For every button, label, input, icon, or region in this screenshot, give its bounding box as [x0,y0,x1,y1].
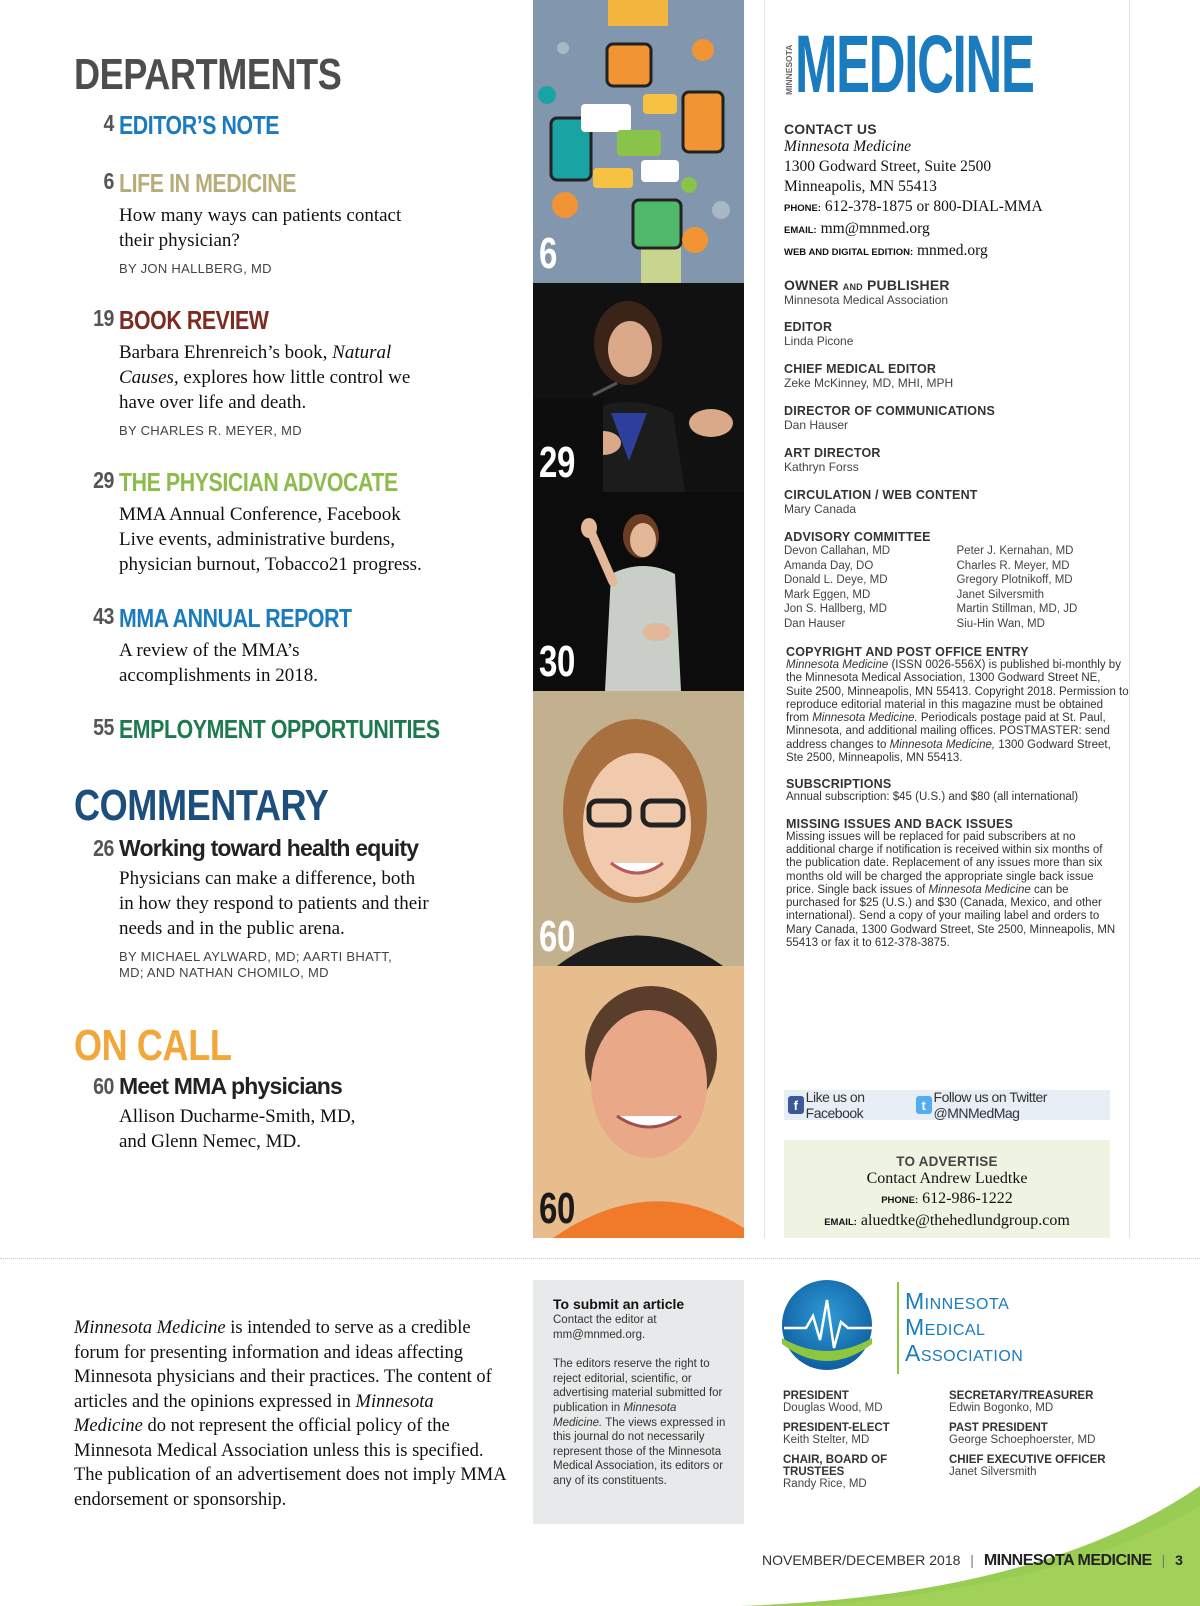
mma-wordmark: Minnesota Medical Association [905,1288,1024,1366]
toc-byline: BY MICHAEL AYLWARD, MD; AARTI BHATT, MD; AND NATHAN CHOMILO, MD [119,949,393,980]
staff-value: Mary Canada [784,502,857,516]
missing-issues-text: Missing issues will be replaced for paid subscribers at no additional charge if notification is received within six months of the publication date. Replacement of any issues more than six months old will be charged the appropriate single back issue price. Single back issues of Minnesota Medicine can be purchased for $25 (U.S.) and $30 (Canada, Mexico, and other international). Send a copy of your mailing label and orders to Mary Canada, 1300 Godward Street, Ste 2500, Minneapolis, MN 55413 or fax it to 612-378-3875. [786,830,1116,950]
copyright-block [784,645,1129,765]
submit-title: To submit an article [553,1296,685,1312]
toc-byline: BY CHARLES R. MEYER, MD [119,423,302,438]
advertise-phone: PHONE: 612-986-1222 [881,1190,1013,1207]
on-call-heading: ON CALL [74,1021,232,1070]
staff-label: CIRCULATION / WEB CONTENT [784,488,978,502]
toc-title[interactable]: EMPLOYMENT OPPORTUNITIES [119,714,440,744]
masthead [764,0,1130,1238]
staff-value: Linda Picone [784,334,854,348]
toc-entry-book-review[interactable] [74,305,514,439]
officer-president: PRESIDENT Douglas Wood, MD [783,1390,883,1414]
contact-block [784,121,1129,263]
staff-chief-medical-editor [784,362,1129,391]
advisory-committee [784,530,1129,631]
toc-page-number: 26 [93,835,114,861]
owner-value: Minnesota Medical Association [784,293,949,307]
departments-heading: DEPARTMENTS [74,50,342,99]
missing-issues-label: MISSING ISSUES AND BACK ISSUES [786,816,1014,831]
staff-label: ART DIRECTOR [784,446,881,460]
copyright-text: Minnesota Medicine (ISSN 0026-556X) is published bi-monthly by the Minnesota Medical Association, 1300 Godward Street NE, Suite 2500, Minneapolis, MN 55413. Copyright 2018. Permission to reproduce editorial material in this magazine must be obtained from Minnesota Medicine. Periodicals postage paid at St. Paul, Minnesota, and additional mailing offices. POSTMASTER: send address changes to Minnesota Medicine, 1300 Godward Street, Ste 2500, Minneapolis, MN 55413. [786,659,1129,765]
toc-entry-physician-advocate[interactable] [74,467,514,577]
mma-logo-icon [780,1278,900,1378]
toc-page-number: 4 [103,110,114,136]
owner-block [784,277,1129,308]
submit-policy: The editors reserve the right to reject editorial, scientific, or advertising material submitted for publication in Minnesota Medicine. The views expressed in this journal do not necessarily represent those of the Minnesota Medical Association, its editors or any of its constituents. [553,1358,726,1487]
toc-page-number: 6 [103,168,114,194]
toc-title[interactable]: LIFE IN MEDICINE [119,168,297,198]
minnesota-medicine-logo[interactable] [765,0,1129,110]
toc-description: A review of the MMA’s accomplishments in 2018. [119,640,318,686]
toc-page-number: 55 [93,714,114,740]
staff-editor [784,320,1129,349]
toc-description: How many ways can patients contact their physician? [119,205,402,251]
toc-title[interactable]: Working toward health equity [119,835,419,861]
missing-issues-block [784,817,1119,951]
toc-entry-editors-note[interactable] [74,110,514,141]
officer-ceo: CHIEF EXECUTIVE OFFICER Janet Silversmith [949,1454,1106,1478]
advisory-column-left: Devon Callahan, MD Amanda Day, DO Donald L. Deye, MD Mark Eggen, MD Jon S. Hallberg, MD Dan Hauser [784,545,891,630]
subscriptions-text: Annual subscription: $45 (U.S.) and $80 (all international) [786,791,1079,804]
toc-entry-employment[interactable] [74,714,514,745]
photo-page-number: 60 [539,1184,575,1233]
staff-value: Zeke McKinney, MD, MHI, MPH [784,376,954,390]
toc-description: MMA Annual Conference, Facebook Live events, administrative burdens, physician burnout, Tobacco21 progress. [119,504,422,575]
social-links [784,1090,1110,1120]
footer-separator: | [1161,1552,1166,1568]
toc-page-number: 43 [93,603,114,629]
photo-speaker-stage[interactable] [533,492,744,691]
toc-title[interactable]: BOOK REVIEW [119,305,269,335]
photo-page-number: 29 [539,438,575,487]
contact-publication: Minnesota Medicine [784,138,911,155]
toc-description: Physicians can make a difference, both in how they respond to patients and their needs and in the public arena. [119,868,429,939]
photo-page-number: 60 [539,912,575,961]
toc-entry-annual-report[interactable] [74,603,514,688]
contact-address-line1: 1300 Godward Street, Suite 2500 [784,158,992,175]
toc-title[interactable]: MMA ANNUAL REPORT [119,603,352,633]
photo-portrait-allison[interactable] [533,691,744,966]
contact-web[interactable]: WEB AND DIGITAL EDITION: mnmed.org [784,242,988,259]
toc-description: Barbara Ehrenreich’s book, Natural Causes, explores how little control we have over life and death. [119,342,411,413]
staff-value: Dan Hauser [784,418,849,432]
staff-value: Kathryn Forss [784,460,859,474]
footer-issue: NOVEMBER/DECEMBER 2018 [762,1552,961,1568]
toc-title[interactable]: THE PHYSICIAN ADVOCATE [119,467,398,497]
advertise-email[interactable]: EMAIL: aluedtke@thehedlundgroup.com [824,1212,1070,1229]
toc-title[interactable]: EDITOR’S NOTE [119,110,280,140]
submit-article-box [533,1280,744,1524]
contact-label: CONTACT US [784,121,877,137]
photo-portrait-glenn[interactable] [533,966,744,1238]
photo-communication-illustration[interactable] [533,0,744,283]
staff-label: EDITOR [784,320,833,334]
copyright-label: COPYRIGHT AND POST OFFICE ENTRY [786,645,1029,659]
photo-page-number: 6 [539,229,557,278]
logo-small-text: MINNESOTA [784,44,794,95]
toc-entry-life-in-medicine[interactable] [74,168,514,277]
advisory-column-right: Peter J. Kernahan, MD Charles R. Meyer, MD Gregory Plotnikoff, MD Janet Silversmith Martin Stillman, MD, JD Siu-Hin Wan, MD [956,545,1078,630]
officer-past-president: PAST PRESIDENT George Schoephoerster, MD [949,1422,1096,1446]
staff-label: DIRECTOR OF COMMUNICATIONS [784,404,995,418]
table-of-contents [74,50,514,1154]
green-swoosh-decoration [740,1486,1200,1606]
facebook-icon[interactable]: f [788,1096,804,1114]
contact-email[interactable]: EMAIL: mm@mnmed.org [784,220,930,237]
communication-illustration [533,0,744,283]
subscriptions-label: SUBSCRIPTIONS [786,777,892,792]
facebook-link[interactable]: Like us on Facebook [805,1089,865,1121]
footer-publication: MINNESOTA MEDICINE [983,1552,1152,1569]
contact-phone: PHONE: 612-378-1875 or 800-DIAL-MMA [784,198,1043,215]
advertise-contact: Contact Andrew Luedtke [866,1170,1028,1187]
photo-speaker-podium[interactable] [533,283,744,492]
officer-board-chair: CHAIR, BOARD OF TRUSTEES Randy Rice, MD [783,1454,888,1490]
submit-contact[interactable]: Contact the editor at mm@mnmed.org. [553,1314,657,1341]
twitter-icon[interactable]: t [916,1096,932,1114]
staff-circulation [784,488,1129,517]
staff-director-communications [784,404,1129,433]
section-divider [0,1258,1200,1259]
officer-president-elect: PRESIDENT-ELECT Keith Stelter, MD [783,1422,890,1446]
subscriptions-block [784,777,1129,804]
staff-art-director [784,446,1129,475]
advisory-label: ADVISORY COMMITTEE [784,530,931,544]
contact-address-line2: Minneapolis, MN 55413 [784,178,937,195]
owner-label: OWNER AND PUBLISHER [784,277,950,293]
toc-description: Allison Ducharme-Smith, MD, and Glenn Nemec, MD. [119,1106,356,1152]
twitter-link[interactable]: Follow us on Twitter @MNMedMag [933,1089,1047,1121]
logo-minnesota-text [784,35,794,95]
advertise-label: TO ADVERTISE [896,1154,998,1169]
toc-page-number: 29 [93,467,114,493]
logo-word: MEDICINE [795,19,1034,110]
toc-title[interactable]: Meet MMA physicians [119,1073,342,1099]
disclaimer-text: Minnesota Medicine is intended to serve as a credible forum for presenting information and ideas affecting Minnesota physicians and their practices. The content of articles and the opinions expressed in Minnesota Medicine do not represent the official policy of the Minnesota Medical Association unless this is specified. The publication of an advertisement does not imply MMA endorsement or sponsorship. [74,1318,506,1510]
staff-label: CHIEF MEDICAL EDITOR [784,362,937,376]
footer-page-number: 3 [1175,1552,1183,1568]
mma-officers [783,1390,1115,1490]
toc-page-number: 19 [93,305,114,331]
toc-byline: BY JON HALLBERG, MD [119,261,272,276]
photo-page-number: 30 [539,637,575,686]
officer-secretary-treasurer: SECRETARY/TREASURER Edwin Bogonko, MD [949,1390,1094,1414]
commentary-heading: COMMENTARY [74,781,329,830]
toc-entry-commentary[interactable] [74,835,514,981]
page-footer [762,1552,1183,1570]
footer-separator: | [970,1552,974,1568]
advertise-box [784,1140,1110,1238]
toc-entry-on-call[interactable] [74,1073,514,1154]
toc-page-number: 60 [93,1073,114,1099]
photo-strip [533,0,744,1238]
